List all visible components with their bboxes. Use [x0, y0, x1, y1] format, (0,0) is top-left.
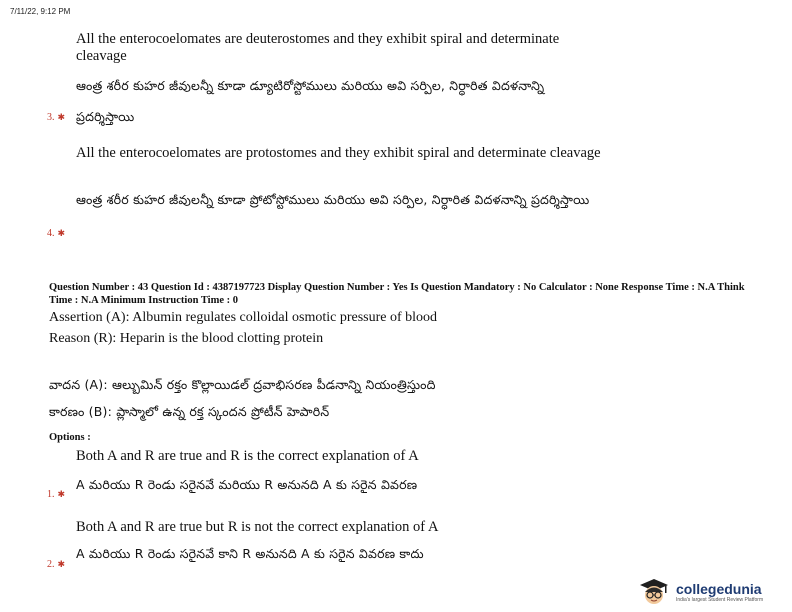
option-2-number: [47, 559, 65, 570]
option-1-number-label: 1.: [47, 489, 55, 500]
option-3-number: [47, 112, 65, 123]
option-1-english: Both A and R are true and R is the correct explanation of A: [76, 448, 419, 464]
option-1-mark-icon: ✱: [57, 489, 66, 499]
reason-telugu: కారణం (B): ప్లాస్మాలో ఉన్న రక్త స్కందన ప్రోటీన్ హెపారిన్: [49, 404, 330, 419]
reason-english: Reason (R): Heparin is the blood clotting protein: [49, 331, 324, 346]
option-1-telugu: A మరియు R రెండు సరైనవే మరియు R అనునది A కు సరైన వివరణ: [76, 477, 418, 492]
question-header: Question Number : 43 Question Id : 4387197723 Display Question Number : Yes Is Question Mandatory : No Calculator : None Response Time : N.A Think Time : N.A Minimum Instruction Time : 0: [49, 282, 745, 306]
option-3-number-label: 3.: [47, 112, 55, 123]
print-timestamp: 7/11/22, 9:12 PM: [10, 7, 71, 16]
option-2-mark-icon: ✱: [57, 559, 66, 569]
assertion-english: Assertion (A): Albumin regulates colloidal osmotic pressure of blood: [49, 310, 438, 325]
option-4-english: All the enterocoelomates are protostomes and they exhibit spiral and determinate cleavage: [76, 145, 601, 161]
student-mascot-icon: [636, 577, 672, 607]
logo-tagline: India's largest Student Review Platform: [676, 597, 764, 603]
collegedunia-logo: [636, 577, 786, 607]
options-label: Options :: [49, 432, 91, 443]
option-4-telugu: ఆంత్ర శరీర కుహర జీవులన్నీ కూడా ప్రోటోస్టోములు మరియు అవి సర్పిల, నిర్ధారిత విదళనాన్ని ప్రదర్శిస్తాయి: [76, 192, 590, 207]
option-2-english: Both A and R are true but R is not the correct explanation of A: [76, 519, 439, 535]
assertion-telugu: వాదన (A): ఆల్బుమిన్ రక్తం కొల్లాయిడల్ ద్రవాభిసరణ పీడనాన్ని నియంత్రిస్తుంది: [49, 377, 436, 392]
logo-wordmark: collegedunia: [676, 581, 762, 597]
option-4-mark-icon: ✱: [57, 228, 66, 238]
option-2-telugu: A మరియు R రెండు సరైనవే కాని R అనునది A కు సరైన వివరణ కాదు: [76, 546, 424, 561]
option-4-number: [47, 228, 65, 239]
option-3-telugu: ఆంత్ర శరీర కుహర జీవులన్నీ కూడా డ్యూటిరోస్టోములు మరియు అవి సర్పిల, నిర్ధారిత విదళనాన్ని ప్రదర్శిస్తాయి: [76, 78, 545, 124]
option-4-number-label: 4.: [47, 228, 55, 239]
option-1-number: [47, 489, 65, 500]
option-3-mark-icon: ✱: [57, 112, 66, 122]
option-2-number-label: 2.: [47, 559, 55, 570]
option-3-english: All the enterocoelomates are deuterostomes and they exhibit spiral and determinate cleavage: [76, 31, 560, 64]
